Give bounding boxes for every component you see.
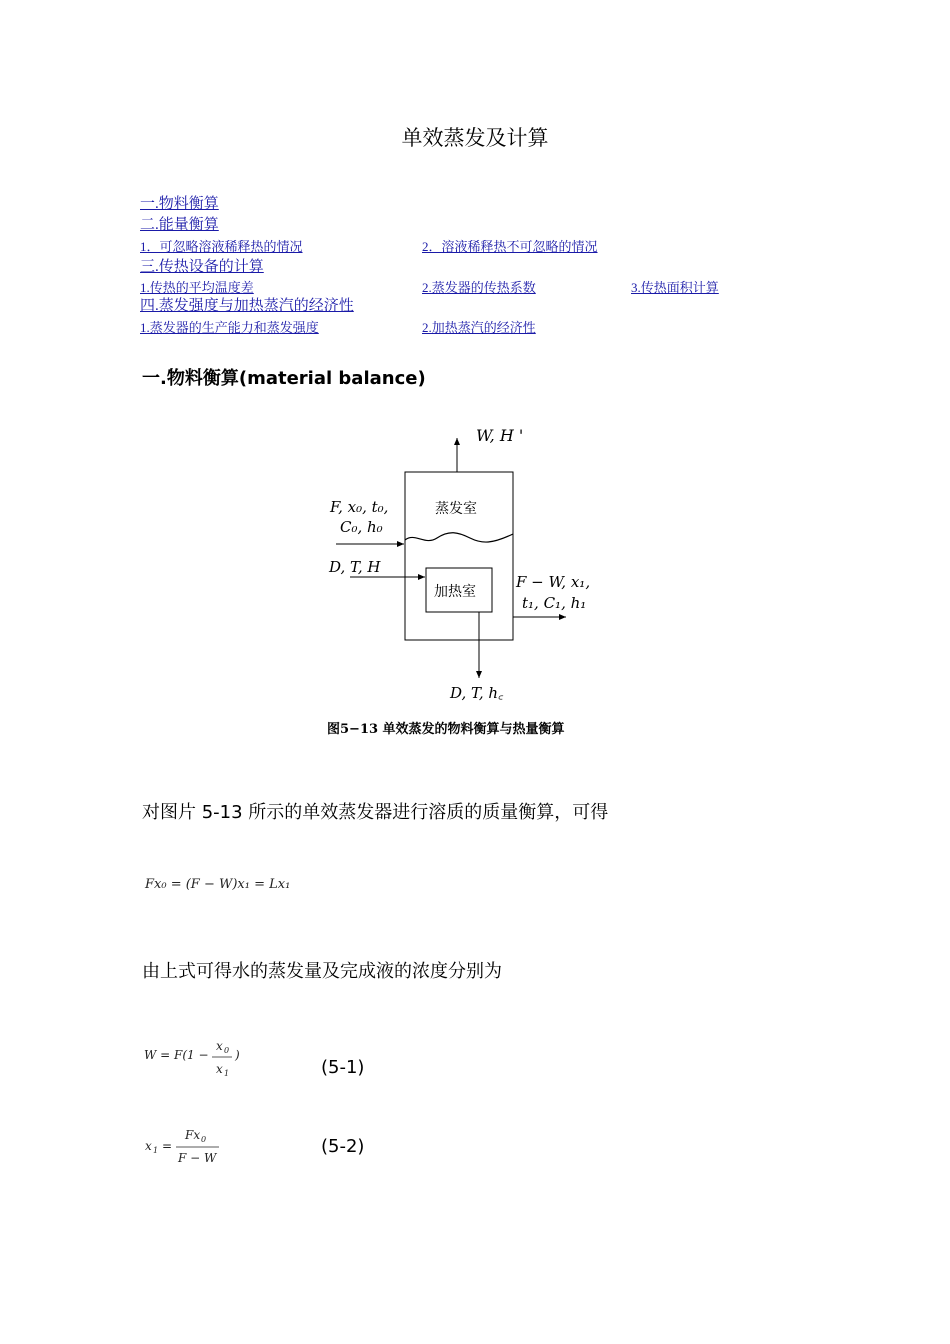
toc-link-mean-temperature-difference[interactable]: 1.传热的平均温度差 <box>140 280 254 295</box>
svg-text:1: 1 <box>224 1069 230 1078</box>
feed-label-line1: F, x₀, t₀, <box>330 498 389 516</box>
equation-5-2 <box>140 1124 230 1170</box>
toc-link-heat-transfer-equipment[interactable]: 三.传热设备的计算 <box>140 259 264 275</box>
toc-link-dilution-not-negligible[interactable]: 2．溶液稀释热不可忽略的情况 <box>422 239 598 254</box>
paragraph-solute-balance: 对图片 5-13 所示的单效蒸发器进行溶质的质量衡算，可得 <box>142 802 609 823</box>
equation-5-1 <box>140 1036 250 1082</box>
page-title: 单效蒸发及计算 <box>401 126 549 150</box>
svg-text:Fx: Fx <box>185 1128 201 1142</box>
equation-number-5-2: (5-2) <box>321 1136 365 1157</box>
vapor-outlet-label: W, H ' <box>476 426 524 445</box>
paragraph-evaporation-result: 由上式可得水的蒸发量及完成液的浓度分别为 <box>142 961 502 982</box>
toc-link-production-capacity[interactable]: 1.蒸发器的生产能力和蒸发强度 <box>140 320 319 335</box>
toc-link-heat-transfer-coefficient[interactable]: 2.蒸发器的传热系数 <box>422 280 536 295</box>
equation-number-5-1: (5-1) <box>321 1057 365 1078</box>
svg-text:0: 0 <box>201 1135 207 1144</box>
product-label-line1: F − W, x₁, <box>516 573 591 591</box>
toc-link-steam-economy[interactable]: 2.加热蒸汽的经济性 <box>422 320 536 335</box>
equation-solute-balance: Fx₀ = (F − W)x₁ = Lx₁ <box>145 877 291 892</box>
evaporation-chamber-label: 蒸发室 <box>435 501 477 517</box>
condensate-label: D, T, h꜀ <box>450 684 504 702</box>
svg-text:F − W: F − W <box>178 1151 217 1165</box>
svg-text:=: = <box>162 1139 173 1153</box>
svg-text:1: 1 <box>153 1146 159 1155</box>
evaporator-diagram <box>300 415 650 745</box>
steam-inlet-label: D, T, H <box>329 558 381 576</box>
toc-link-heat-transfer-area[interactable]: 3.传热面积计算 <box>631 280 719 295</box>
section-heading-material-balance: 一.物料衡算(material balance) <box>142 368 426 389</box>
svg-text:): ) <box>235 1048 240 1062</box>
svg-text:W = F(1 −: W = F(1 − <box>144 1048 209 1062</box>
toc-link-material-balance[interactable]: 一.物料衡算 <box>140 196 219 212</box>
svg-text:x: x <box>145 1139 152 1153</box>
product-label-line2: t₁, C₁, h₁ <box>522 594 587 612</box>
heating-chamber-label: 加热室 <box>434 584 476 600</box>
svg-text:x: x <box>216 1062 223 1076</box>
toc-link-evaporation-intensity[interactable]: 四.蒸发强度与加热蒸汽的经济性 <box>140 298 354 314</box>
toc-link-energy-balance[interactable]: 二.能量衡算 <box>140 217 219 233</box>
svg-text:x: x <box>216 1039 223 1053</box>
feed-label-line2: C₀, h₀ <box>340 518 383 536</box>
svg-text:0: 0 <box>224 1046 230 1055</box>
toc-link-dilution-negligible[interactable]: 1．可忽略溶液稀释热的情况 <box>140 239 303 254</box>
figure-caption: 图5−13 单效蒸发的物料衡算与热量衡算 <box>327 722 565 737</box>
